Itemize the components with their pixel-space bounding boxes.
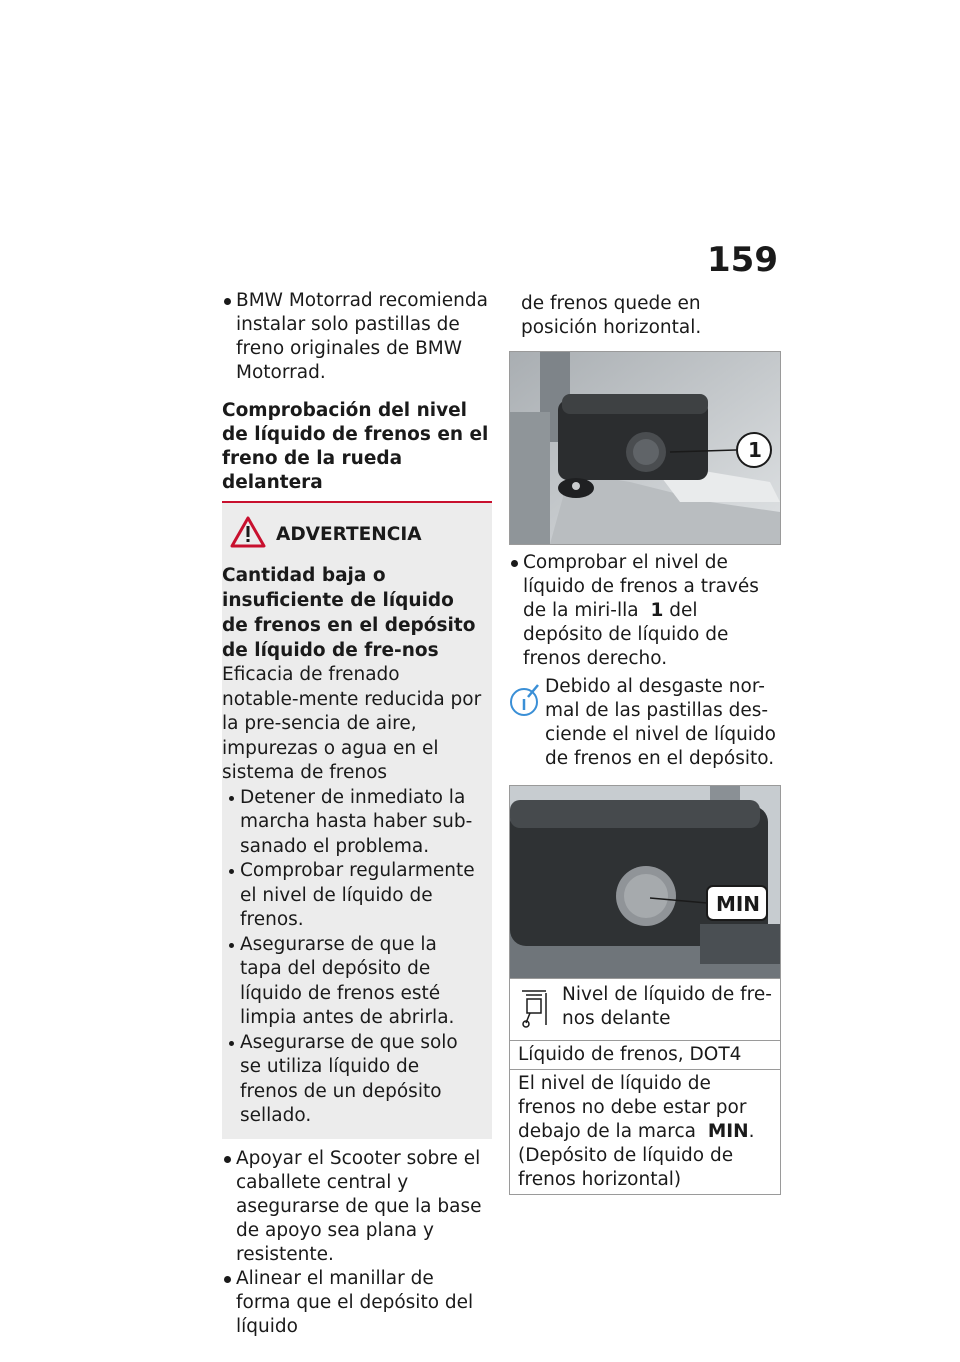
warning-item: Asegurarse de que solo se utiliza líquido de frenos de un depósito sellado. xyxy=(222,1031,482,1129)
callout-ref: 1 xyxy=(650,600,664,621)
reservoir-photo xyxy=(509,351,781,545)
bullet-check-level: Comprobar el nivel de líquido de frenos a través de la miri-lla 1 del depósito de líquido de frenos derecho. xyxy=(509,551,781,671)
info-note xyxy=(509,675,781,771)
info-pencil-icon xyxy=(509,675,545,771)
warning-body: Eficacia de frenado notable-mente reducida por la pre-sencia de aire, impurezas o agua en el sistema de frenos xyxy=(222,664,482,783)
warning-item: Asegurarse de que la tapa del depósito de líquido de frenos esté limpia antes de abrirla. xyxy=(222,933,482,1031)
warning-subtitle: Cantidad baja o insuficiente de líquido de frenos en el depósito de líquido de fre-nos xyxy=(222,565,476,661)
warning-title: ADVERTENCIA xyxy=(276,524,422,545)
spec-fluid: Líquido de frenos, DOT4 xyxy=(510,1040,780,1069)
page-number: 159 xyxy=(707,240,778,280)
spec-header xyxy=(510,979,780,1040)
warning-item: Comprobar regularmente el nivel de líquido de frenos. xyxy=(222,859,482,933)
section-heading: Comprobación del nivel de líquido de frenos en el freno de la rueda delantera xyxy=(222,399,492,503)
bullet-support-scooter: Apoyar el Scooter sobre el caballete central y asegurarse de que la base de apoyo sea plana y resistente. xyxy=(222,1147,492,1267)
spec-rule: El nivel de líquido de frenos no debe estar por debajo de la marca MIN. (Depósito de líquido de frenos horizontal) xyxy=(510,1069,780,1194)
spec-table xyxy=(509,979,781,1195)
photo-callout-1: 1 xyxy=(748,438,762,462)
spec-title: Nivel de líquido de fre-nos delante xyxy=(562,984,772,1029)
continuation-text: de frenos quede en posición horizontal. xyxy=(521,293,702,338)
piston-level-icon xyxy=(518,983,562,1036)
bullet-recommendation: BMW Motorrad recomienda instalar solo pastillas de freno originales de BMW Motorrad. xyxy=(222,289,492,385)
warning-item: Detener de inmediato la marcha hasta haber sub-sanado el problema. xyxy=(222,786,482,860)
warning-triangle-icon xyxy=(230,516,266,555)
right-column xyxy=(509,292,781,1195)
info-note-text: Debido al desgaste nor-mal de las pastillas des-ciende el nivel de líquido de frenos en el depósito. xyxy=(545,676,776,769)
bullet-align-handlebar: Alinear el manillar de forma que el depósito del líquido xyxy=(222,1267,492,1339)
warning-header xyxy=(222,515,482,555)
min-label: MIN xyxy=(715,892,761,916)
min-mark-photo xyxy=(509,785,781,979)
warning-box xyxy=(222,503,492,1139)
left-column xyxy=(222,289,492,1339)
